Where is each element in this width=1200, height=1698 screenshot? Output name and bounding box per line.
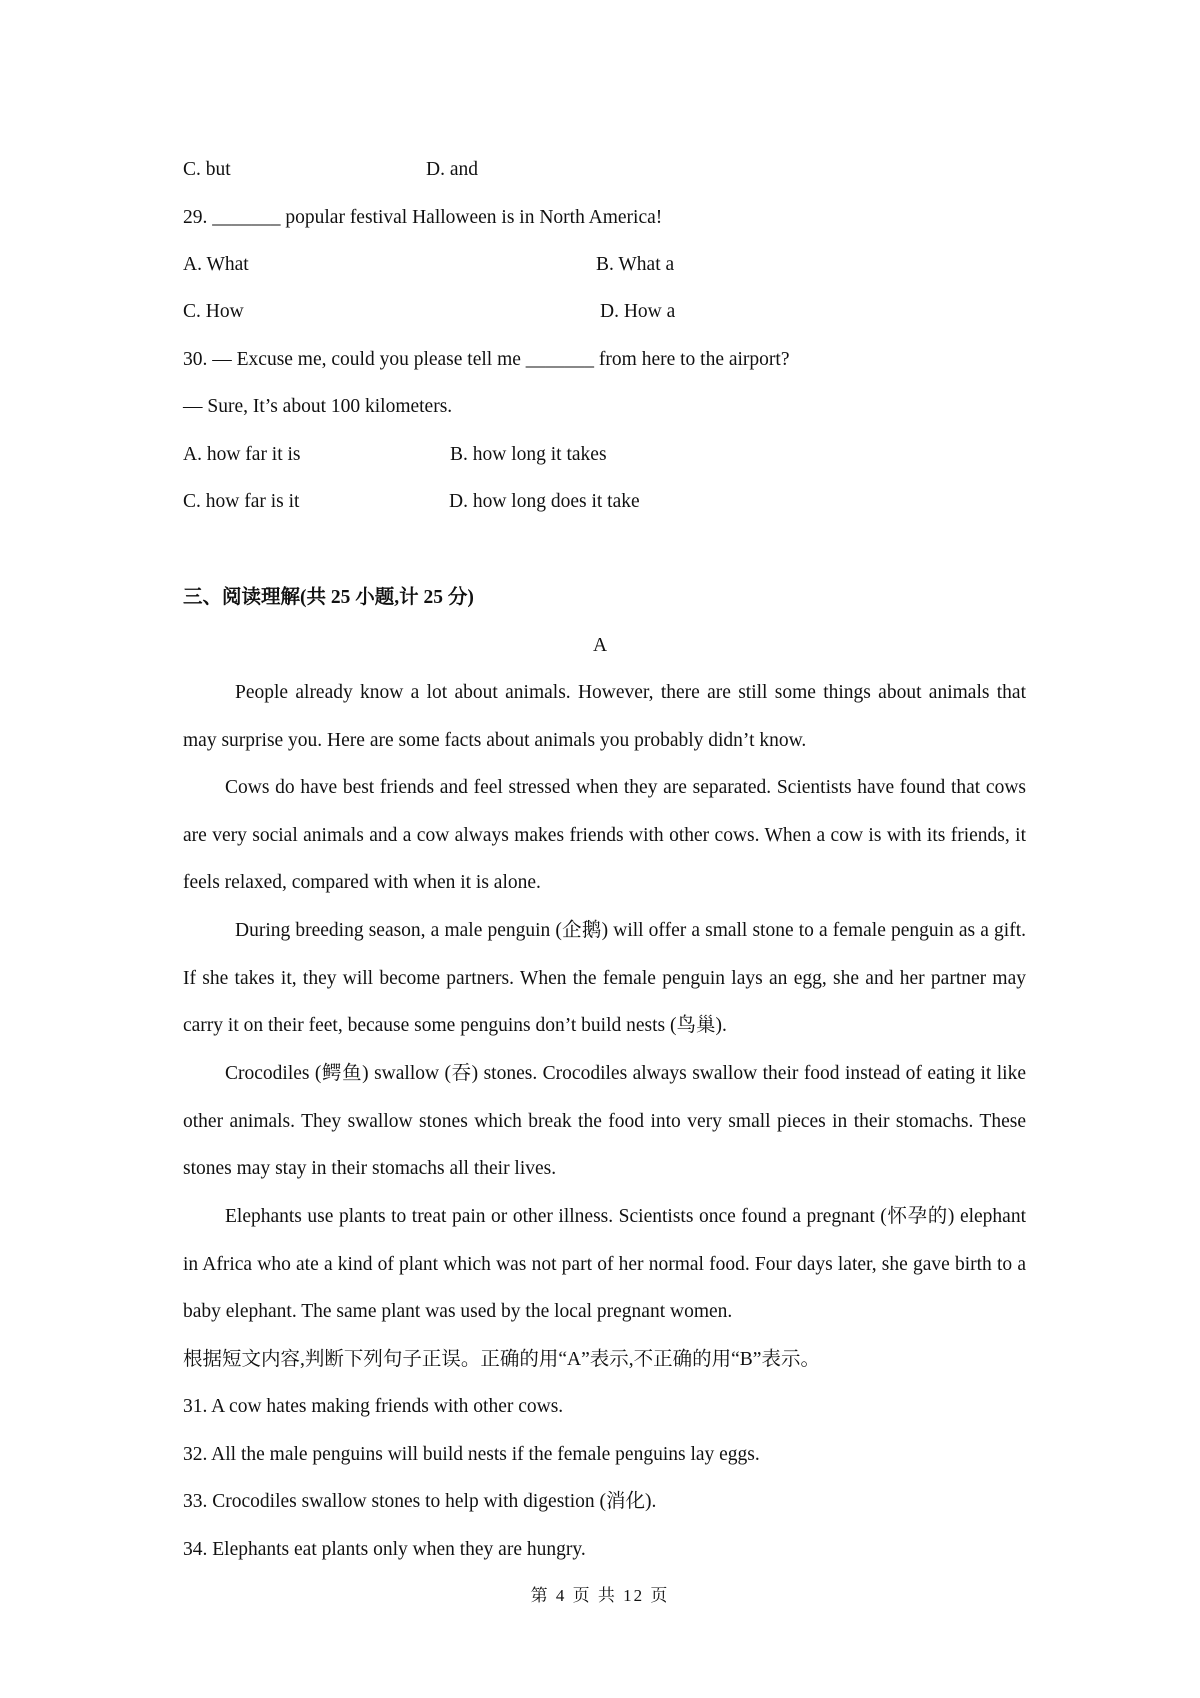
instruction: 根据短文内容,判断下列句子正误。正确的用“A”表示,不正确的用“B”表示。 bbox=[183, 1349, 820, 1370]
q30-option-d: D. how long does it take bbox=[449, 491, 640, 512]
q29-option-a: A. What bbox=[183, 254, 249, 275]
q30-option-b: B. how long it takes bbox=[450, 444, 607, 465]
passage-paragraph-4: Crocodiles (鳄鱼) swallow (吞) stones. Crocodiles always swallow their food instead of eating it like other animals. They swallow stones which break the food into very small pieces in their stomachs. These stones may stay in their stomachs all their lives. bbox=[183, 1063, 1026, 1179]
q29-option-b: B. What a bbox=[596, 254, 675, 275]
statement-33: 33. Crocodiles swallow stones to help with digestion (消化). bbox=[183, 1491, 657, 1512]
q28-option-d: D. and bbox=[426, 159, 478, 180]
page-footer: 第 4 页 共 12 页 bbox=[530, 1586, 670, 1605]
statement-32: 32. All the male penguins will build nests if the female penguins lay eggs. bbox=[183, 1444, 760, 1465]
statement-34: 34. Elephants eat plants only when they are hungry. bbox=[183, 1539, 586, 1560]
passage-paragraph-3: During breeding season, a male penguin (企鹅) will offer a small stone to a female penguin as a gift. If she takes it, they will become partners. When the female penguin lays an egg, she and her partner may carry it on their feet, because some penguins don’t build nests (鸟巢). bbox=[183, 920, 1026, 1036]
q29-option-d: D. How a bbox=[600, 301, 676, 322]
statement-31: 31. A cow hates making friends with other cows. bbox=[183, 1396, 564, 1417]
section-heading: 三、阅读理解(共 25 小题,计 25 分) bbox=[183, 587, 474, 608]
q30-stem: 30. — Excuse me, could you please tell me _______ from here to the airport? bbox=[183, 349, 790, 370]
q30-reply: — Sure, It’s about 100 kilometers. bbox=[183, 396, 453, 417]
q30-option-c: C. how far is it bbox=[183, 491, 300, 512]
q29-option-c: C. How bbox=[183, 301, 244, 322]
passage-paragraph-1: People already know a lot about animals. However, there are still some things about animals that may surprise you. Here are some facts about animals you probably didn’t know. bbox=[183, 682, 1026, 751]
passage-paragraph-2: Cows do have best friends and feel stressed when they are separated. Scientists have found that cows are very social animals and a cow always makes friends with other cows. When a cow is with its friends, it feels relaxed, compared with when it is alone. bbox=[183, 777, 1026, 893]
q29-stem: 29. _______ popular festival Halloween is in North America! bbox=[183, 207, 663, 228]
q30-option-a: A. how far it is bbox=[183, 444, 301, 465]
passage-label: A bbox=[592, 635, 608, 656]
passage-paragraph-5: Elephants use plants to treat pain or other illness. Scientists once found a pregnant (怀孕的) elephant in Africa who ate a kind of plant which was not part of her normal food. Four days later, she gave birth to a baby elephant. The same plant was used by the local pregnant women. bbox=[183, 1206, 1026, 1322]
q28-option-c: C. but bbox=[183, 159, 231, 180]
